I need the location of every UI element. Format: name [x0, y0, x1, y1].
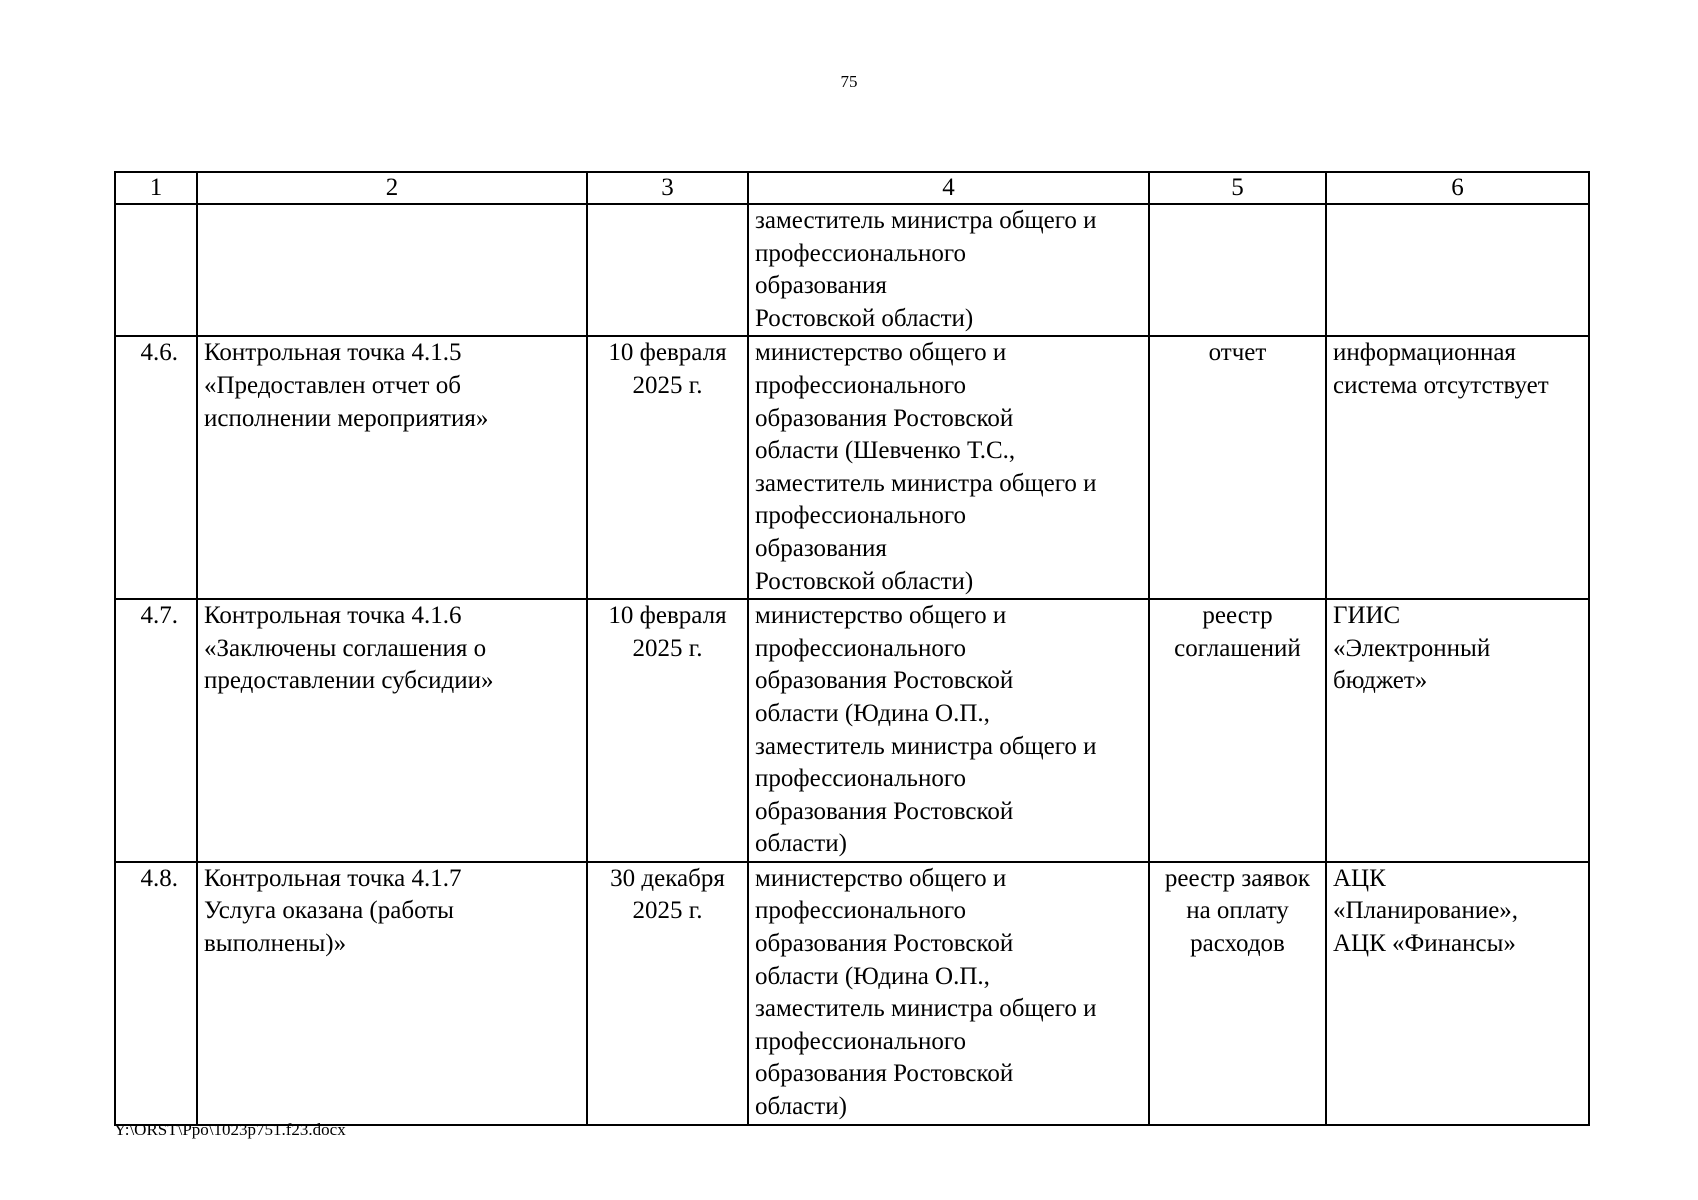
cell-number: 4.8. — [115, 862, 197, 1125]
cell-number: 4.6. — [115, 336, 197, 599]
cell-date: 30 декабря 2025 г. — [587, 862, 748, 1125]
cell-system: информационная система отсутствует — [1326, 336, 1589, 599]
cell-system — [1326, 204, 1589, 336]
page-number: 75 — [840, 72, 858, 91]
table-row-continuation — [115, 204, 1589, 336]
cell-responsible: министерство общего и профессионального образования Ростовской области (Шевченко Т.С., заместитель министра общего и профессионального образования Ростовской области) — [748, 336, 1149, 599]
cell-name: Контрольная точка 4.1.7 Услуга оказана (работы выполнены)» — [197, 862, 587, 1125]
cell-document — [1149, 204, 1326, 336]
header-cell-5: 5 — [1149, 172, 1326, 204]
cell-date — [587, 204, 748, 336]
cell-responsible: министерство общего и профессионального образования Ростовской области (Юдина О.П., заместитель министра общего и профессионального образования Ростовской области) — [748, 862, 1149, 1125]
cell-number: 4.7. — [115, 599, 197, 862]
cell-date: 10 февраля 2025 г. — [587, 599, 748, 862]
cell-date: 10 февраля 2025 г. — [587, 336, 748, 599]
cell-document: реестр соглашений — [1149, 599, 1326, 862]
cell-number — [115, 204, 197, 336]
cell-name — [197, 204, 587, 336]
cell-system: ГИИС «Электронный бюджет» — [1326, 599, 1589, 862]
table-row — [115, 862, 1589, 1125]
table-header-row — [115, 172, 1589, 204]
cell-responsible: заместитель министра общего и профессионального образования Ростовской области) — [748, 204, 1149, 336]
header-cell-6: 6 — [1326, 172, 1589, 204]
cell-name: Контрольная точка 4.1.6 «Заключены соглашения о предоставлении субсидии» — [197, 599, 587, 862]
table-row — [115, 336, 1589, 599]
header-cell-1: 1 — [115, 172, 197, 204]
cell-document: отчет — [1149, 336, 1326, 599]
header-cell-4: 4 — [748, 172, 1149, 204]
cell-responsible: министерство общего и профессионального образования Ростовской области (Юдина О.П., заместитель министра общего и профессионального образования Ростовской области) — [748, 599, 1149, 862]
schedule-table — [114, 171, 1590, 1126]
cell-name: Контрольная точка 4.1.5 «Предоставлен отчет об исполнении мероприятия» — [197, 336, 587, 599]
file-path-footer: Y:\ORST\Ppo\1023p751.f23.docx — [114, 1120, 346, 1139]
header-cell-3: 3 — [587, 172, 748, 204]
table-row — [115, 599, 1589, 862]
header-cell-2: 2 — [197, 172, 587, 204]
cell-system: АЦК «Планирование», АЦК «Финансы» — [1326, 862, 1589, 1125]
cell-document: реестр заявок на оплату расходов — [1149, 862, 1326, 1125]
